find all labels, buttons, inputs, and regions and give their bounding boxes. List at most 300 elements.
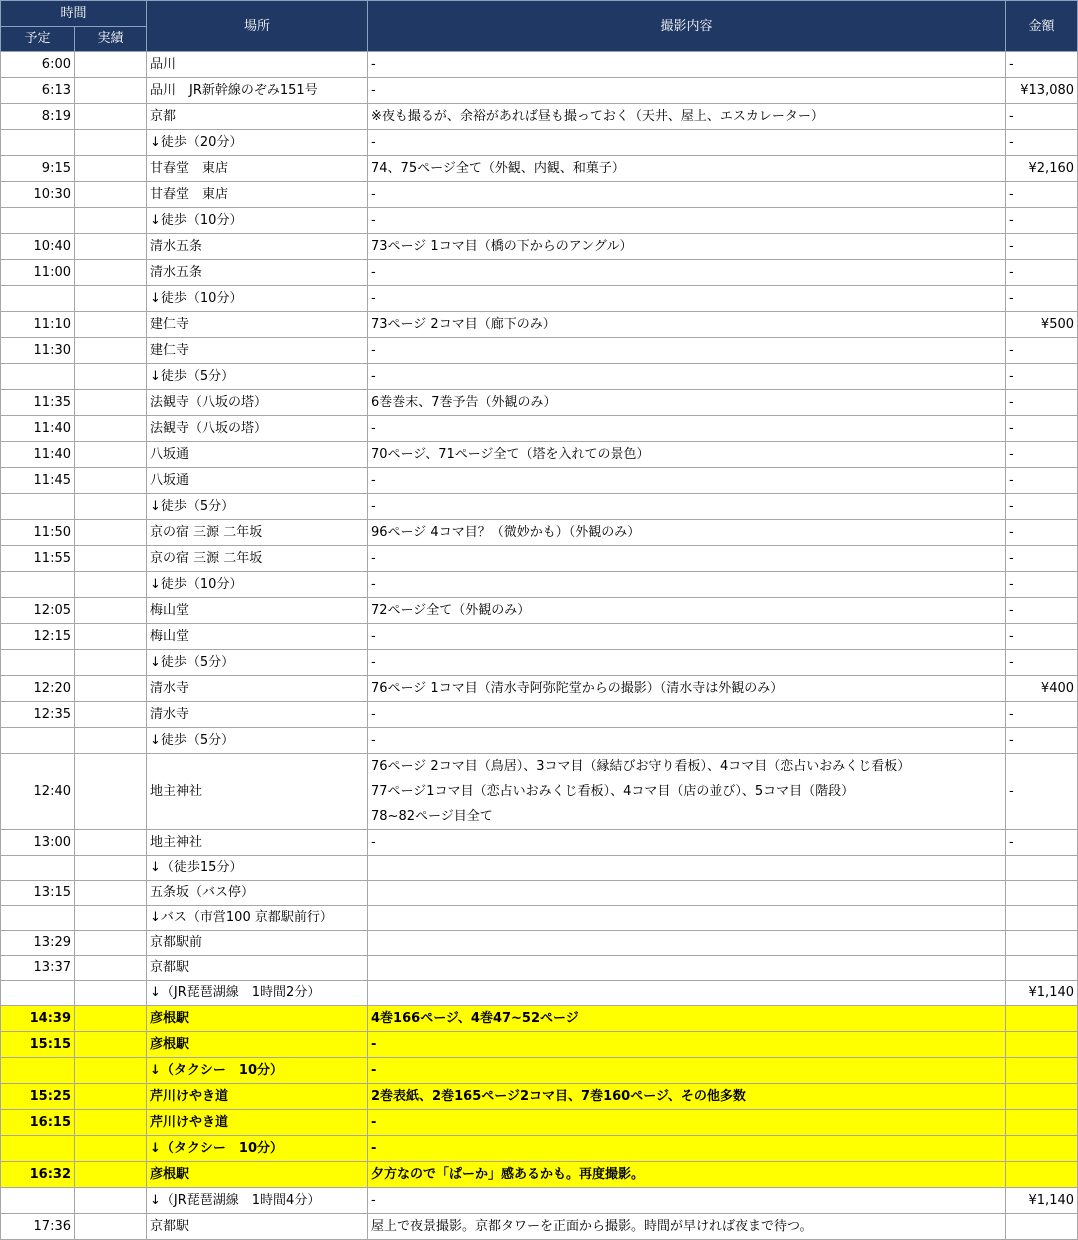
place-cell[interactable]: 建仁寺	[147, 312, 368, 338]
content-line: -	[371, 655, 376, 670]
content-cell[interactable]	[368, 981, 1006, 1006]
content-cell[interactable]	[368, 208, 1006, 234]
actual-time-cell[interactable]	[75, 52, 147, 78]
planned-time-cell[interactable]: 13:37	[1, 956, 75, 981]
actual-time-cell[interactable]	[75, 572, 147, 598]
place-cell[interactable]: 芹川けやき道	[147, 1084, 368, 1110]
amount-cell[interactable]: -	[1006, 520, 1078, 546]
table-row	[1, 676, 1078, 702]
table-body	[1, 52, 1078, 1240]
table-row	[1, 130, 1078, 156]
content-cell[interactable]	[368, 364, 1006, 390]
table-row	[1, 624, 1078, 650]
amount-cell[interactable]: -	[1006, 624, 1078, 650]
table-row	[1, 572, 1078, 598]
amount-cell[interactable]	[1006, 931, 1078, 956]
table-row	[1, 104, 1078, 130]
content-line: -	[371, 213, 376, 228]
amount-cell[interactable]: -	[1006, 364, 1078, 390]
amount-cell[interactable]: ¥1,140	[1006, 1188, 1078, 1214]
planned-time-cell[interactable]: 11:50	[1, 520, 75, 546]
content-line: -	[371, 187, 376, 202]
actual-time-cell[interactable]	[75, 546, 147, 572]
content-line: -	[371, 1115, 377, 1130]
content-cell[interactable]	[368, 1058, 1006, 1084]
place-cell[interactable]: ↓徒歩（20分）	[147, 130, 368, 156]
planned-time-cell[interactable]: 12:05	[1, 598, 75, 624]
content-line: -	[371, 57, 376, 72]
content-line: 2巻表紙、2巻165ページ2コマ目、7巻160ページ、その他多数	[371, 1089, 746, 1104]
table-row	[1, 156, 1078, 182]
planned-time-cell[interactable]	[1, 981, 75, 1006]
table-row	[1, 182, 1078, 208]
content-cell[interactable]	[368, 754, 1006, 830]
place-cell[interactable]: 京都駅	[147, 956, 368, 981]
amount-cell[interactable]: -	[1006, 494, 1078, 520]
actual-time-cell[interactable]	[75, 1058, 147, 1084]
header-amount: 金額	[1006, 1, 1078, 52]
content-line: -	[371, 1141, 377, 1156]
actual-time-cell[interactable]	[75, 364, 147, 390]
amount-cell[interactable]: ¥500	[1006, 312, 1078, 338]
content-line: -	[371, 499, 376, 514]
table-row	[1, 546, 1078, 572]
content-cell[interactable]	[368, 956, 1006, 981]
content-line: -	[371, 343, 376, 358]
content-cell[interactable]	[368, 546, 1006, 572]
content-line: 夕方なので「ぱーか」感あるかも。再度撮影。	[371, 1167, 645, 1182]
amount-cell[interactable]	[1006, 1058, 1078, 1084]
actual-time-cell[interactable]	[75, 1110, 147, 1136]
content-line: -	[371, 835, 376, 850]
content-line: -	[371, 265, 376, 280]
amount-cell[interactable]: -	[1006, 286, 1078, 312]
table-row	[1, 364, 1078, 390]
content-cell[interactable]	[368, 442, 1006, 468]
actual-time-cell[interactable]	[75, 156, 147, 182]
content-line: 74、75ページ全て（外観、内観、和菓子）	[371, 161, 625, 176]
actual-time-cell[interactable]	[75, 208, 147, 234]
actual-time-cell[interactable]	[75, 520, 147, 546]
planned-time-cell[interactable]: 15:25	[1, 1084, 75, 1110]
content-line: -	[371, 1037, 377, 1052]
actual-time-cell[interactable]	[75, 881, 147, 906]
planned-time-cell[interactable]: 9:15	[1, 156, 75, 182]
place-cell[interactable]: 甘春堂 東店	[147, 156, 368, 182]
content-cell[interactable]	[368, 104, 1006, 130]
planned-time-cell[interactable]	[1, 130, 75, 156]
place-cell[interactable]: 甘春堂 東店	[147, 182, 368, 208]
amount-cell[interactable]	[1006, 1162, 1078, 1188]
amount-cell[interactable]: -	[1006, 702, 1078, 728]
place-cell[interactable]: 品川 JR新幹線のぞみ151号	[147, 78, 368, 104]
actual-time-cell[interactable]	[75, 1084, 147, 1110]
content-cell[interactable]	[368, 856, 1006, 881]
planned-time-cell[interactable]: 10:30	[1, 182, 75, 208]
header-actual: 実績	[75, 27, 147, 52]
actual-time-cell[interactable]	[75, 702, 147, 728]
content-line: -	[371, 1193, 376, 1208]
actual-time-cell[interactable]	[75, 468, 147, 494]
content-cell[interactable]	[368, 1214, 1006, 1240]
table-row	[1, 260, 1078, 286]
content-line: 屋上で夜景撮影。京都タワーを正面から撮影。時間が早ければ夜まで待つ。	[371, 1219, 813, 1234]
content-cell[interactable]	[368, 494, 1006, 520]
header-content: 撮影内容	[368, 1, 1006, 52]
place-cell[interactable]: 八坂通	[147, 468, 368, 494]
amount-cell[interactable]: -	[1006, 52, 1078, 78]
place-cell[interactable]: 八坂通	[147, 442, 368, 468]
amount-cell[interactable]	[1006, 1110, 1078, 1136]
place-cell[interactable]: ↓徒歩（5分）	[147, 728, 368, 754]
actual-time-cell[interactable]	[75, 598, 147, 624]
actual-time-cell[interactable]	[75, 1032, 147, 1058]
table-row	[1, 52, 1078, 78]
place-cell[interactable]: 法観寺（八坂の塔）	[147, 390, 368, 416]
content-line: -	[371, 369, 376, 384]
table-row	[1, 1214, 1078, 1240]
amount-cell[interactable]: -	[1006, 468, 1078, 494]
content-cell[interactable]	[368, 1110, 1006, 1136]
actual-time-cell[interactable]	[75, 442, 147, 468]
content-cell[interactable]	[368, 1032, 1006, 1058]
amount-cell[interactable]: -	[1006, 416, 1078, 442]
actual-time-cell[interactable]	[75, 728, 147, 754]
amount-cell[interactable]: -	[1006, 104, 1078, 130]
content-cell[interactable]	[368, 312, 1006, 338]
content-cell[interactable]	[368, 156, 1006, 182]
amount-cell[interactable]: -	[1006, 572, 1078, 598]
place-cell[interactable]: 建仁寺	[147, 338, 368, 364]
place-cell[interactable]: 彦根駅	[147, 1032, 368, 1058]
table-row	[1, 830, 1078, 856]
actual-time-cell[interactable]	[75, 676, 147, 702]
actual-time-cell[interactable]	[75, 956, 147, 981]
place-cell[interactable]: 清水寺	[147, 702, 368, 728]
planned-time-cell[interactable]: 11:35	[1, 390, 75, 416]
content-line: -	[371, 629, 376, 644]
place-cell[interactable]: 五条坂（バス停）	[147, 881, 368, 906]
actual-time-cell[interactable]	[75, 104, 147, 130]
content-line: -	[371, 421, 376, 436]
content-cell[interactable]	[368, 1084, 1006, 1110]
table-row	[1, 208, 1078, 234]
table-row	[1, 286, 1078, 312]
actual-time-cell[interactable]	[75, 1006, 147, 1032]
table-row	[1, 702, 1078, 728]
table-header	[1, 1, 1078, 52]
actual-time-cell[interactable]	[75, 312, 147, 338]
content-cell[interactable]	[368, 728, 1006, 754]
amount-cell[interactable]: ¥1,140	[1006, 981, 1078, 1006]
actual-time-cell[interactable]	[75, 830, 147, 856]
table-row	[1, 1162, 1078, 1188]
planned-time-cell[interactable]: 6:00	[1, 52, 75, 78]
header-planned: 予定	[1, 27, 75, 52]
table-row	[1, 338, 1078, 364]
planned-time-cell[interactable]: 13:00	[1, 830, 75, 856]
place-cell[interactable]: 京都駅	[147, 1214, 368, 1240]
content-cell[interactable]	[368, 52, 1006, 78]
amount-cell[interactable]: -	[1006, 338, 1078, 364]
place-cell[interactable]: 彦根駅	[147, 1162, 368, 1188]
content-line: 4巻166ページ、4巻47~52ページ	[371, 1011, 579, 1026]
amount-cell[interactable]: -	[1006, 598, 1078, 624]
planned-time-cell[interactable]	[1, 572, 75, 598]
place-cell[interactable]: ↓（JR琵琶湖線 1時間4分）	[147, 1188, 368, 1214]
content-cell[interactable]	[368, 286, 1006, 312]
planned-time-cell[interactable]	[1, 364, 75, 390]
actual-time-cell[interactable]	[75, 260, 147, 286]
actual-time-cell[interactable]	[75, 182, 147, 208]
amount-cell[interactable]: -	[1006, 182, 1078, 208]
place-cell[interactable]: 京の宿 三源 二年坂	[147, 520, 368, 546]
planned-time-cell[interactable]: 11:30	[1, 338, 75, 364]
planned-time-cell[interactable]	[1, 208, 75, 234]
amount-cell[interactable]: -	[1006, 728, 1078, 754]
content-line: 76ページ 2コマ目（鳥居）、3コマ目（縁結びお守り看板）、4コマ目（恋占いおみくじ看板）	[371, 759, 911, 774]
content-cell[interactable]	[368, 624, 1006, 650]
place-cell[interactable]: 品川	[147, 52, 368, 78]
content-cell[interactable]	[368, 520, 1006, 546]
content-line: -	[371, 291, 376, 306]
place-cell[interactable]: 京の宿 三源 二年坂	[147, 546, 368, 572]
actual-time-cell[interactable]	[75, 338, 147, 364]
place-cell[interactable]: 地主神社	[147, 754, 368, 830]
table-row	[1, 956, 1078, 981]
content-line: 76ページ 1コマ目（清水寺阿弥陀堂からの撮影）（清水寺は外観のみ）	[371, 681, 784, 696]
place-cell[interactable]: ↓（JR琵琶湖線 1時間2分）	[147, 981, 368, 1006]
actual-time-cell[interactable]	[75, 1162, 147, 1188]
header-time-group: 時間	[1, 1, 147, 27]
table-row	[1, 494, 1078, 520]
table-row	[1, 906, 1078, 931]
planned-time-cell[interactable]: 16:15	[1, 1110, 75, 1136]
content-line: -	[371, 707, 376, 722]
content-line: -	[371, 135, 376, 150]
place-cell[interactable]: 清水寺	[147, 676, 368, 702]
actual-time-cell[interactable]	[75, 390, 147, 416]
amount-cell[interactable]: -	[1006, 130, 1078, 156]
content-cell[interactable]	[368, 1006, 1006, 1032]
amount-cell[interactable]	[1006, 1032, 1078, 1058]
content-cell[interactable]	[368, 650, 1006, 676]
actual-time-cell[interactable]	[75, 130, 147, 156]
content-cell[interactable]	[368, 130, 1006, 156]
place-cell[interactable]: 清水五条	[147, 234, 368, 260]
content-line: 70ページ、71ページ全て（塔を入れての景色）	[371, 447, 650, 462]
table-row	[1, 234, 1078, 260]
content-line: -	[371, 551, 376, 566]
planned-time-cell[interactable]: 6:13	[1, 78, 75, 104]
place-cell[interactable]: ↓（徒歩15分）	[147, 856, 368, 881]
actual-time-cell[interactable]	[75, 494, 147, 520]
amount-cell[interactable]: -	[1006, 208, 1078, 234]
place-cell[interactable]: ↓徒歩（5分）	[147, 650, 368, 676]
planned-time-cell[interactable]: 15:15	[1, 1032, 75, 1058]
planned-time-cell[interactable]	[1, 650, 75, 676]
planned-time-cell[interactable]	[1, 1058, 75, 1084]
place-cell[interactable]: ↓徒歩（10分）	[147, 286, 368, 312]
planned-time-cell[interactable]	[1, 728, 75, 754]
amount-cell[interactable]: -	[1006, 442, 1078, 468]
place-cell[interactable]: 清水五条	[147, 260, 368, 286]
planned-time-cell[interactable]: 14:39	[1, 1006, 75, 1032]
content-line: 73ページ 1コマ目（橋の下からのアングル）	[371, 239, 633, 254]
content-cell[interactable]	[368, 881, 1006, 906]
amount-cell[interactable]: -	[1006, 650, 1078, 676]
planned-time-cell[interactable]	[1, 906, 75, 931]
planned-time-cell[interactable]: 8:19	[1, 104, 75, 130]
table-row	[1, 390, 1078, 416]
content-cell[interactable]	[368, 1162, 1006, 1188]
planned-time-cell[interactable]: 11:00	[1, 260, 75, 286]
table-row	[1, 881, 1078, 906]
place-cell[interactable]: 京都	[147, 104, 368, 130]
content-line: -	[371, 473, 376, 488]
place-cell[interactable]: ↓（タクシー 10分）	[147, 1136, 368, 1162]
actual-time-cell[interactable]	[75, 1214, 147, 1240]
content-cell[interactable]	[368, 906, 1006, 931]
table-row	[1, 416, 1078, 442]
content-cell[interactable]	[368, 182, 1006, 208]
planned-time-cell[interactable]: 11:55	[1, 546, 75, 572]
content-cell[interactable]	[368, 931, 1006, 956]
content-line: -	[371, 83, 376, 98]
place-cell[interactable]: 彦根駅	[147, 1006, 368, 1032]
content-line: -	[371, 577, 376, 592]
amount-cell[interactable]: -	[1006, 754, 1078, 830]
planned-time-cell[interactable]: 12:20	[1, 676, 75, 702]
content-line: -	[371, 733, 376, 748]
place-cell[interactable]: ↓徒歩（5分）	[147, 364, 368, 390]
planned-time-cell[interactable]	[1, 856, 75, 881]
table-row	[1, 1136, 1078, 1162]
amount-cell[interactable]	[1006, 906, 1078, 931]
table-row	[1, 650, 1078, 676]
place-cell[interactable]: ↓バス（市営100 京都駅前行）	[147, 906, 368, 931]
content-cell[interactable]	[368, 598, 1006, 624]
planned-time-cell[interactable]: 11:45	[1, 468, 75, 494]
planned-time-cell[interactable]: 16:32	[1, 1162, 75, 1188]
amount-cell[interactable]: -	[1006, 390, 1078, 416]
content-line: 6巻巻末、7巻予告（外観のみ）	[371, 395, 557, 410]
place-cell[interactable]: 芹川けやき道	[147, 1110, 368, 1136]
content-line: 72ページ全て（外観のみ）	[371, 603, 531, 618]
table-row	[1, 1058, 1078, 1084]
planned-time-cell[interactable]: 10:40	[1, 234, 75, 260]
amount-cell[interactable]: -	[1006, 830, 1078, 856]
table-row	[1, 981, 1078, 1006]
actual-time-cell[interactable]	[75, 234, 147, 260]
place-cell[interactable]: 梅山堂	[147, 624, 368, 650]
amount-cell[interactable]: ¥400	[1006, 676, 1078, 702]
planned-time-cell[interactable]: 13:29	[1, 931, 75, 956]
actual-time-cell[interactable]	[75, 931, 147, 956]
amount-cell[interactable]	[1006, 1214, 1078, 1240]
table-row	[1, 856, 1078, 881]
actual-time-cell[interactable]	[75, 78, 147, 104]
planned-time-cell[interactable]: 11:10	[1, 312, 75, 338]
planned-time-cell[interactable]	[1, 1136, 75, 1162]
place-cell[interactable]: ↓（タクシー 10分）	[147, 1058, 368, 1084]
place-cell[interactable]: 地主神社	[147, 830, 368, 856]
table-row	[1, 520, 1078, 546]
place-cell[interactable]: 京都駅前	[147, 931, 368, 956]
table-row	[1, 442, 1078, 468]
table-row	[1, 1084, 1078, 1110]
planned-time-cell[interactable]: 12:35	[1, 702, 75, 728]
content-line: 96ページ 4コマ目？（微妙かも）（外観のみ）	[371, 525, 641, 540]
table-row	[1, 728, 1078, 754]
table-row	[1, 78, 1078, 104]
table-row	[1, 468, 1078, 494]
content-cell[interactable]	[368, 390, 1006, 416]
content-cell[interactable]	[368, 676, 1006, 702]
table-row	[1, 598, 1078, 624]
planned-time-cell[interactable]: 13:15	[1, 881, 75, 906]
amount-cell[interactable]	[1006, 856, 1078, 881]
content-cell[interactable]	[368, 260, 1006, 286]
amount-cell[interactable]	[1006, 1136, 1078, 1162]
place-cell[interactable]: 梅山堂	[147, 598, 368, 624]
amount-cell[interactable]	[1006, 881, 1078, 906]
planned-time-cell[interactable]	[1, 286, 75, 312]
amount-cell[interactable]: ¥2,160	[1006, 156, 1078, 182]
place-cell[interactable]: 法観寺（八坂の塔）	[147, 416, 368, 442]
content-cell[interactable]	[368, 78, 1006, 104]
content-cell[interactable]	[368, 572, 1006, 598]
content-cell[interactable]	[368, 1136, 1006, 1162]
planned-time-cell[interactable]: 17:36	[1, 1214, 75, 1240]
amount-cell[interactable]	[1006, 1006, 1078, 1032]
content-cell[interactable]	[368, 468, 1006, 494]
amount-cell[interactable]: ¥13,080	[1006, 78, 1078, 104]
actual-time-cell[interactable]	[75, 416, 147, 442]
actual-time-cell[interactable]	[75, 754, 147, 830]
amount-cell[interactable]	[1006, 1084, 1078, 1110]
actual-time-cell[interactable]	[75, 1136, 147, 1162]
planned-time-cell[interactable]	[1, 494, 75, 520]
amount-cell[interactable]: -	[1006, 260, 1078, 286]
planned-time-cell[interactable]: 11:40	[1, 416, 75, 442]
place-cell[interactable]: ↓徒歩（10分）	[147, 208, 368, 234]
planned-time-cell[interactable]: 11:40	[1, 442, 75, 468]
content-cell[interactable]	[368, 338, 1006, 364]
content-cell[interactable]	[368, 416, 1006, 442]
planned-time-cell[interactable]: 12:40	[1, 754, 75, 830]
amount-cell[interactable]: -	[1006, 234, 1078, 260]
place-cell[interactable]: ↓徒歩（5分）	[147, 494, 368, 520]
content-line: -	[371, 1063, 377, 1078]
place-cell[interactable]: ↓徒歩（10分）	[147, 572, 368, 598]
actual-time-cell[interactable]	[75, 981, 147, 1006]
actual-time-cell[interactable]	[75, 286, 147, 312]
actual-time-cell[interactable]	[75, 906, 147, 931]
planned-time-cell[interactable]: 12:15	[1, 624, 75, 650]
table-row	[1, 1006, 1078, 1032]
actual-time-cell[interactable]	[75, 856, 147, 881]
header-place: 場所	[147, 1, 368, 52]
amount-cell[interactable]	[1006, 956, 1078, 981]
content-line: 77ページ1コマ目（恋占いおみくじ看板）、4コマ目（店の並び）、5コマ目（階段）	[371, 784, 855, 799]
content-cell[interactable]	[368, 234, 1006, 260]
content-cell[interactable]	[368, 830, 1006, 856]
actual-time-cell[interactable]	[75, 650, 147, 676]
amount-cell[interactable]: -	[1006, 546, 1078, 572]
actual-time-cell[interactable]	[75, 624, 147, 650]
content-cell[interactable]	[368, 702, 1006, 728]
